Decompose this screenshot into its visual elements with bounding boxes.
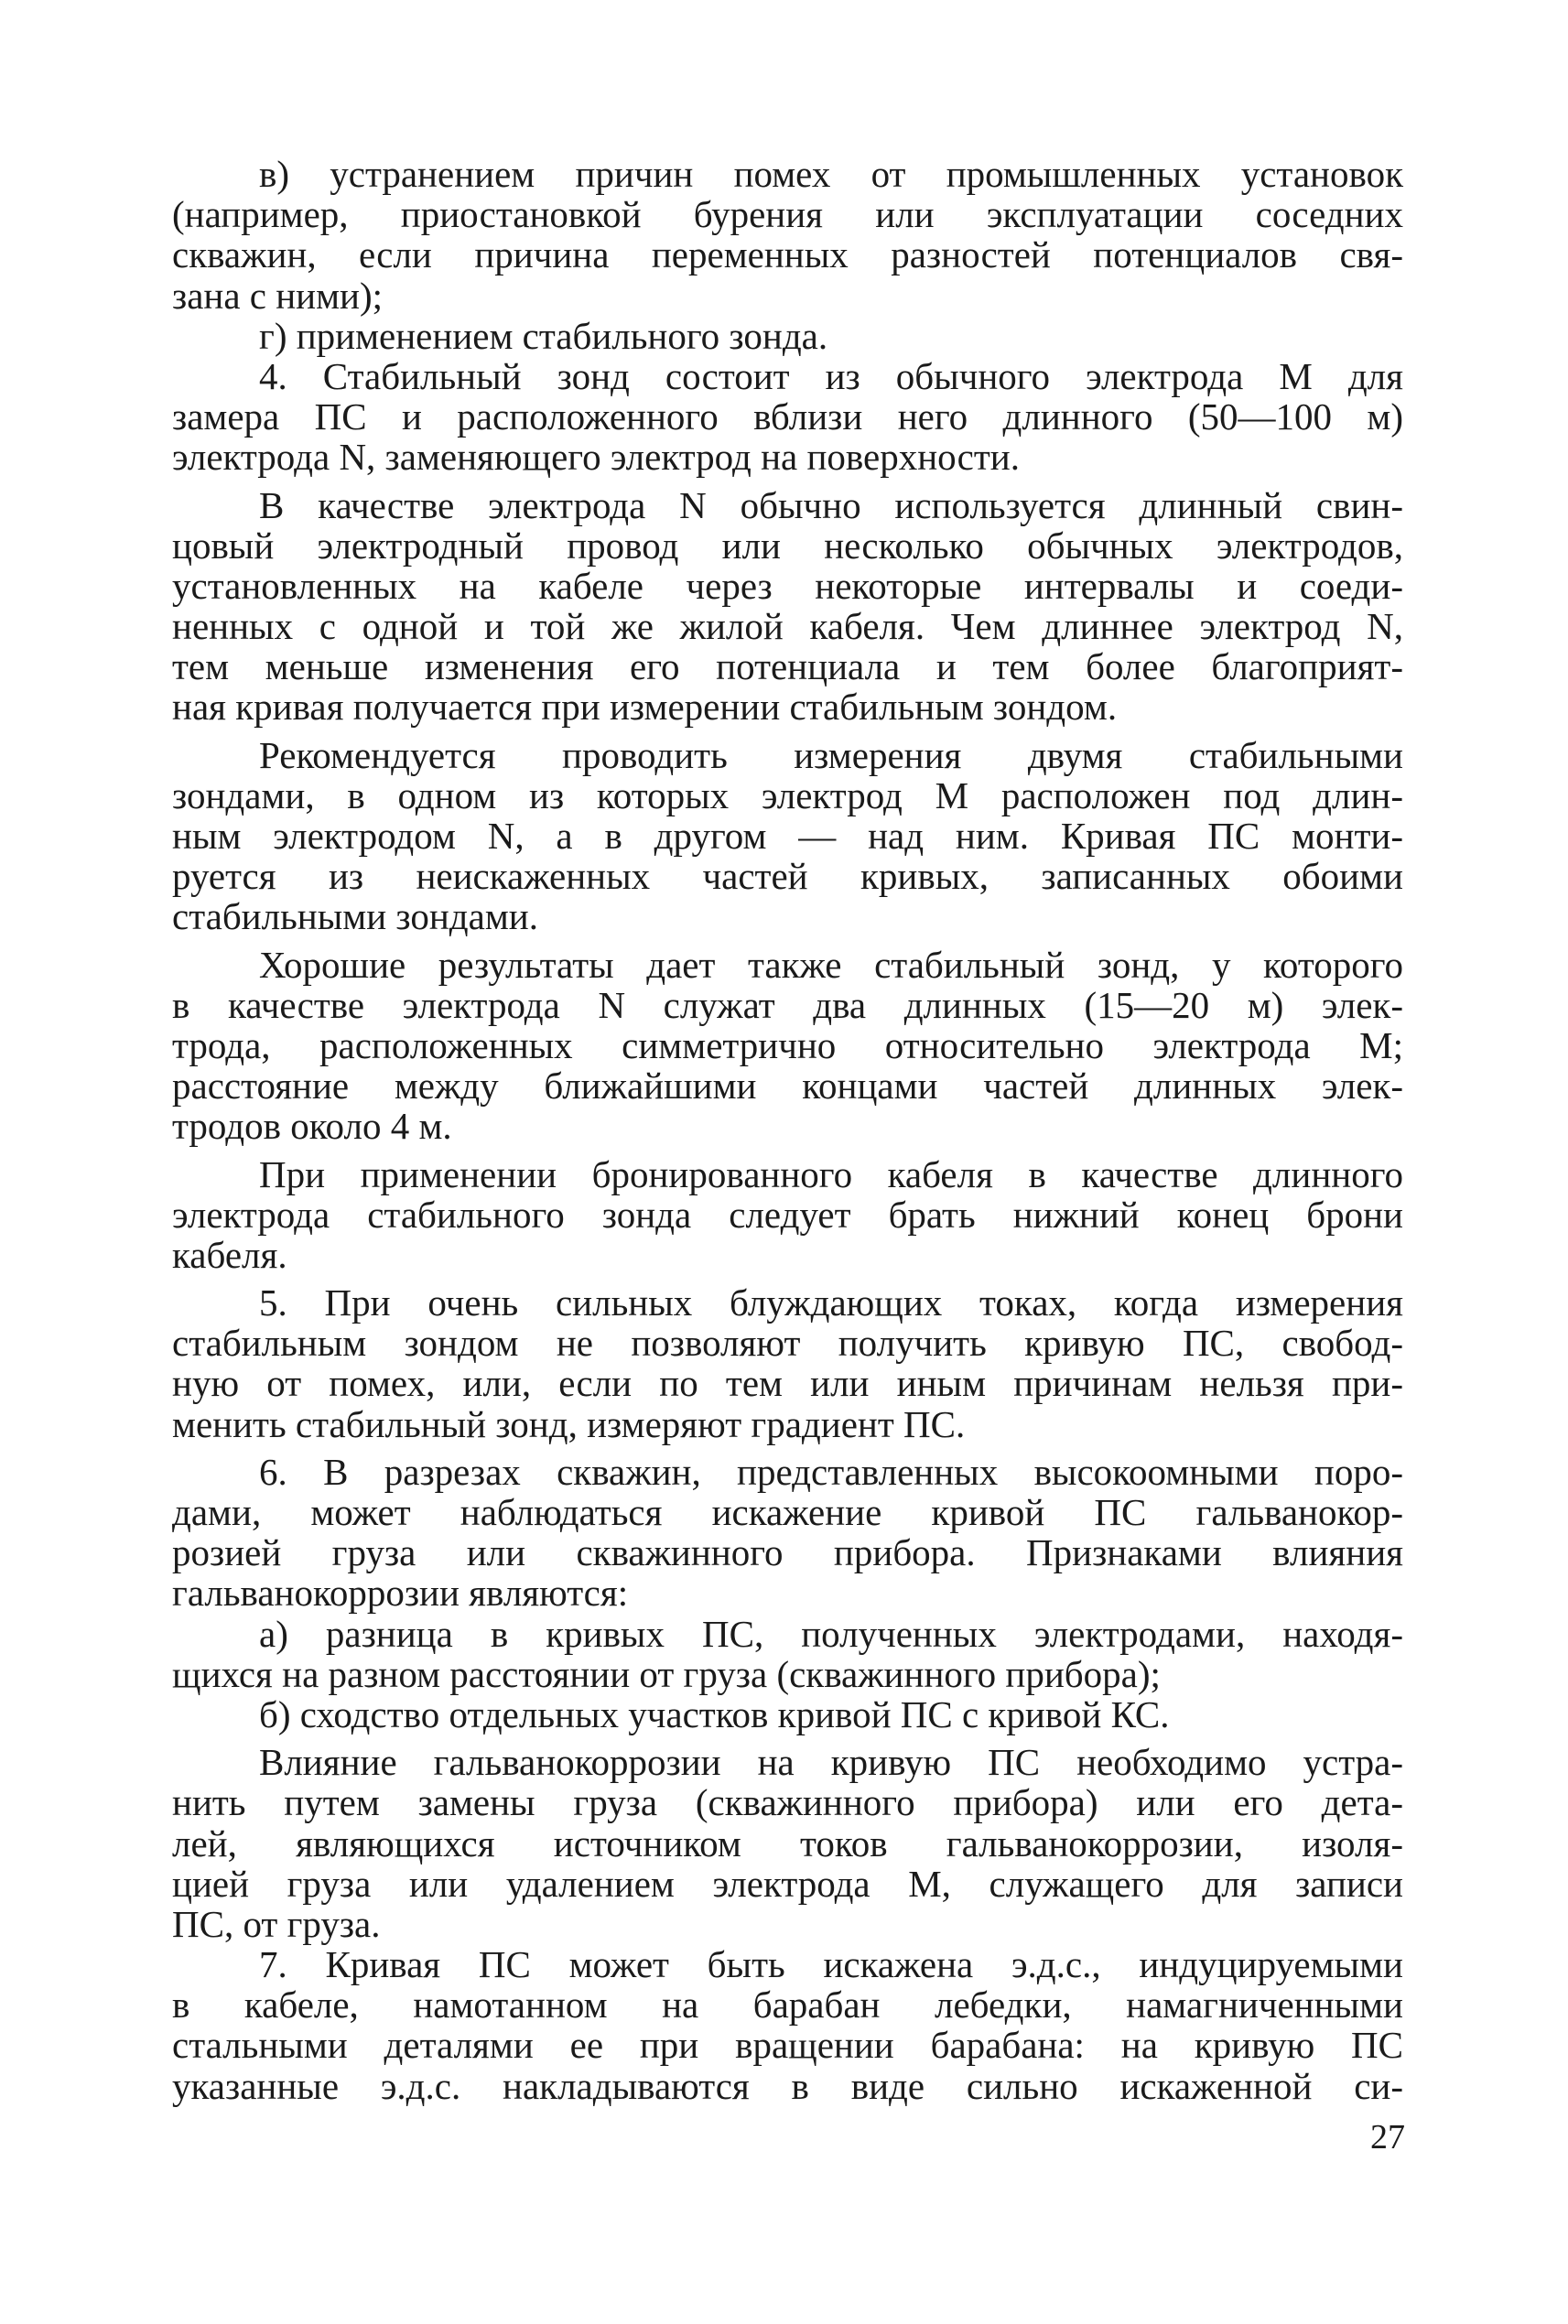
text-line: 4. Стабильный зонд состоит из обычного электрода M для bbox=[259, 354, 1403, 397]
text-line: стальными деталями ее при вращении барабана: на кривую ПС bbox=[172, 2024, 1403, 2067]
text-line: цией груза или удалением электрода M, служащего для записи bbox=[172, 1862, 1403, 1905]
text-line: а) разница в кривых ПС, полученных электродами, находя- bbox=[259, 1612, 1403, 1655]
text-line: гальванокоррозии являются: bbox=[172, 1572, 629, 1615]
text-line: б) сходство отдельных участков кривой ПС с кривой КС. bbox=[259, 1692, 1170, 1735]
text-line: руется из неискаженных частей кривых, записанных обоими bbox=[172, 855, 1403, 898]
text-line: (например, приостановкой бурения или эксплуатации соседних bbox=[172, 193, 1403, 236]
text-line: ная кривая получается при измерении стабильным зондом. bbox=[172, 686, 1118, 729]
text-line: расстояние между ближайшими концами частей длинных элек- bbox=[172, 1065, 1403, 1108]
text-line: ную от помех, или, если по тем или иным причинам нельзя при- bbox=[172, 1362, 1403, 1405]
text-line: 7. Кривая ПС может быть искажена э.д.с., индуцируемыми bbox=[259, 1943, 1403, 1986]
text-line: зондами, в одном из которых электрод M расположен под длин- bbox=[172, 773, 1403, 816]
page-text-block bbox=[172, 154, 1403, 2106]
text-line: в) устранением причин помех от промышленных установок bbox=[259, 153, 1403, 195]
text-line: дами, может наблюдаться искажение кривой ПС гальванокор- bbox=[172, 1491, 1403, 1533]
text-line: зана с ними); bbox=[172, 274, 384, 317]
text-line: 6. В разрезах скважин, представленных высокоомными поро- bbox=[259, 1450, 1403, 1493]
text-line: лей, являющихся источником токов гальванокоррозии, изоля- bbox=[172, 1821, 1403, 1865]
text-line: При применении бронированного кабеля в качестве длинного bbox=[259, 1152, 1403, 1195]
text-line: трода, расположенных симметрично относительно электрода M; bbox=[172, 1023, 1403, 1066]
text-line: замера ПС и расположенного вблизи него длинного (50—100 м) bbox=[172, 395, 1403, 438]
text-line: цовый электродный провод или несколько обычных электродов, bbox=[172, 524, 1403, 567]
text-line: менить стабильный зонд, измеряют градиент ПС. bbox=[172, 1402, 966, 1445]
text-line: щихся на разном расстоянии от груза (скважинного прибора); bbox=[172, 1652, 1161, 1695]
text-line: В качестве электрода N обычно используется длинный свин- bbox=[259, 483, 1403, 526]
text-line: Рекомендуется проводить измерения двумя стабильными bbox=[259, 733, 1403, 776]
text-line: Влияние гальванокоррозии на кривую ПС необходимо устра- bbox=[259, 1741, 1403, 1784]
text-line: кабеля. bbox=[172, 1233, 287, 1276]
text-line: в качестве электрода N служат два длинных (15—20 м) элек- bbox=[172, 983, 1403, 1026]
text-line: электрода N, заменяющего электрод на поверхности. bbox=[172, 436, 1020, 479]
text-line: скважин, если причина переменных разностей потенциалов свя- bbox=[172, 233, 1403, 276]
text-line: 5. При очень сильных блуждающих токах, когда измерения bbox=[259, 1281, 1403, 1324]
text-line: ПС, от груза. bbox=[172, 1902, 381, 1945]
text-line: тродов около 4 м. bbox=[172, 1105, 452, 1148]
text-line: розией груза или скважинного прибора. Признаками влияния bbox=[172, 1531, 1403, 1574]
text-line: в кабеле, намотанном на барабан лебедки, намагниченными bbox=[172, 1984, 1403, 2027]
text-line: нить путем замены груза (скважинного прибора) или его дета- bbox=[172, 1781, 1403, 1824]
text-line: тем меньше изменения его потенциала и тем более благоприят- bbox=[172, 645, 1403, 688]
text-line: стабильным зондом не позволяют получить кривую ПС, свобод- bbox=[172, 1322, 1403, 1365]
text-line: стабильными зондами. bbox=[172, 895, 538, 938]
text-line: ным электродом N, а в другом — над ним. Кривая ПС монти- bbox=[172, 815, 1403, 857]
text-line: г) применением стабильного зонда. bbox=[259, 314, 828, 357]
text-line: ненных с одной и той же жилой кабеля. Чем длиннее электрод N, bbox=[172, 605, 1403, 648]
text-line: установленных на кабеле через некоторые интервалы и соеди- bbox=[172, 564, 1403, 607]
text-line: Хорошие результаты дает также стабильный зонд, у которого bbox=[259, 943, 1403, 986]
page-number: 27 bbox=[1370, 2118, 1405, 2156]
text-line: указанные э.д.с. накладываются в виде сильно искаженной си- bbox=[172, 2064, 1403, 2107]
text-line: электрода стабильного зонда следует брать нижний конец брони bbox=[172, 1193, 1403, 1236]
